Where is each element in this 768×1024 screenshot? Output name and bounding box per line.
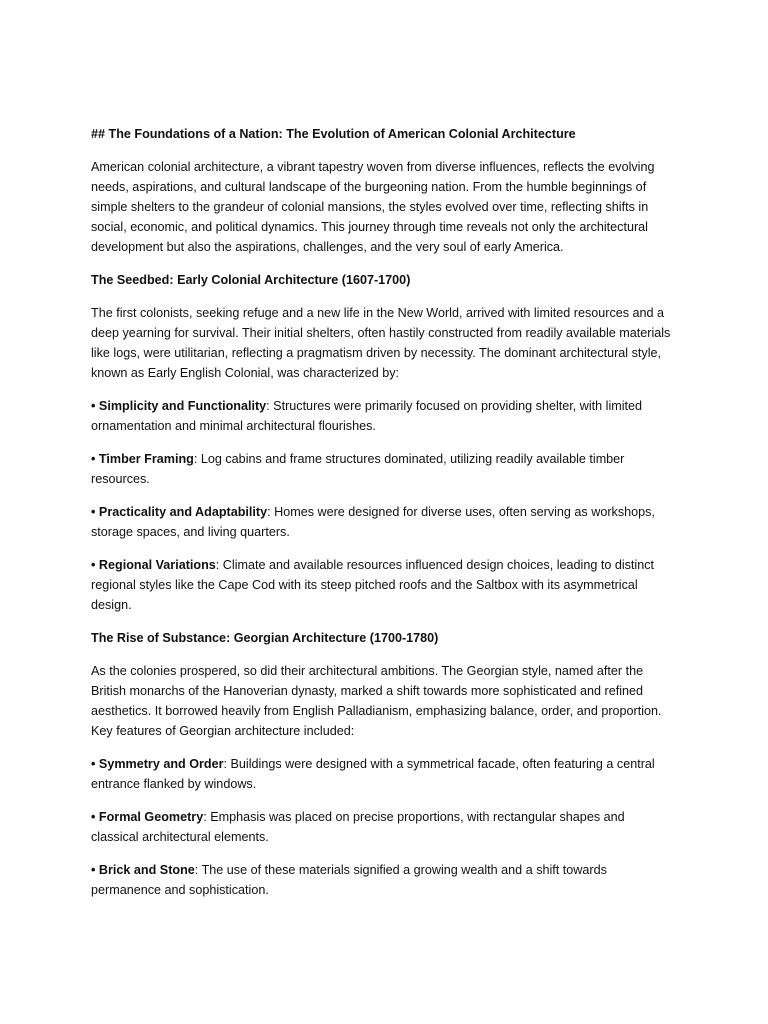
bullet-item [91, 449, 672, 489]
bullet-text: : Structures were primarily focused on providing shelter, with limited ornamentation and minimal architectural flourishes. [91, 399, 643, 433]
bullet-term: Formal Geometry [98, 810, 204, 824]
bullet-term: Simplicity and Functionality [98, 399, 267, 413]
bullet-marker: • [91, 863, 96, 877]
bullet-term: Brick and Stone [98, 863, 195, 877]
bullet-text: : The use of these materials signified a growing wealth and a shift towards permanence and sophistication. [91, 863, 607, 897]
section-body-early-colonial: The first colonists, seeking refuge and a new life in the New World, arrived with limited resources and a deep yearning for survival. Their initial shelters, often hastily constructed from readily available materials like logs, were utilitarian, reflecting a pragmatism driven by necessity. The dominant architectural style, known as Early English Colonial, was characterized by: [91, 306, 671, 380]
bullet-text: : Log cabins and frame structures dominated, utilizing readily available timber resources. [91, 452, 625, 486]
bullet-marker: • [91, 558, 96, 572]
bullet-item [91, 860, 672, 900]
bullet-text: : Homes were designed for diverse uses, often serving as workshops, storage spaces, and living quarters. [91, 505, 655, 539]
bullet-item [91, 396, 672, 436]
bullet-marker: • [91, 757, 96, 771]
bullet-text: : Buildings were designed with a symmetrical facade, often featuring a central entrance flanked by windows. [91, 757, 655, 791]
bullet-term: Symmetry and Order [98, 757, 224, 771]
bullet-marker: • [91, 810, 96, 824]
bullet-item [91, 807, 672, 847]
bullet-item [91, 502, 672, 542]
bullet-term: Regional Variations [98, 558, 216, 572]
bullet-item [91, 754, 672, 794]
document-title: ## The Foundations of a Nation: The Evolution of American Colonial Architecture [91, 127, 576, 141]
bullet-marker: • [91, 452, 96, 466]
intro-paragraph: American colonial architecture, a vibrant tapestry woven from diverse influences, reflects the evolving needs, aspirations, and cultural landscape of the burgeoning nation. From the humble beginnings of simple shelters to the grandeur of colonial mansions, the styles evolved over time, reflecting shifts in social, economic, and political dynamics. This journey through time reveals not only the architectural development but also the aspirations, challenges, and the very soul of early America. [91, 160, 655, 254]
bullet-term: Timber Framing [98, 452, 194, 466]
section-body-georgian: As the colonies prospered, so did their architectural ambitions. The Georgian style, named after the British monarchs of the Hanoverian dynasty, marked a shift towards more sophisticated and refined aesthetics. It borrowed heavily from English Palladianism, emphasizing balance, order, and proportion. Key features of Georgian architecture included: [91, 664, 662, 738]
bullet-text: : Climate and available resources influenced design choices, leading to distinct regional styles like the Cape Cod with its steep pitched roofs and the Saltbox with its asymmetrical design. [91, 558, 655, 612]
section-heading-early-colonial: The Seedbed: Early Colonial Architecture (1607-1700) [91, 273, 411, 287]
bullet-marker: • [91, 505, 96, 519]
bullet-term: Practicality and Adaptability [98, 505, 268, 519]
bullet-marker: • [91, 399, 96, 413]
section-heading-georgian: The Rise of Substance: Georgian Architecture (1700-1780) [91, 631, 439, 645]
bullet-text: : Emphasis was placed on precise proportions, with rectangular shapes and classical architectural elements. [91, 810, 625, 844]
bullet-item [91, 555, 672, 615]
